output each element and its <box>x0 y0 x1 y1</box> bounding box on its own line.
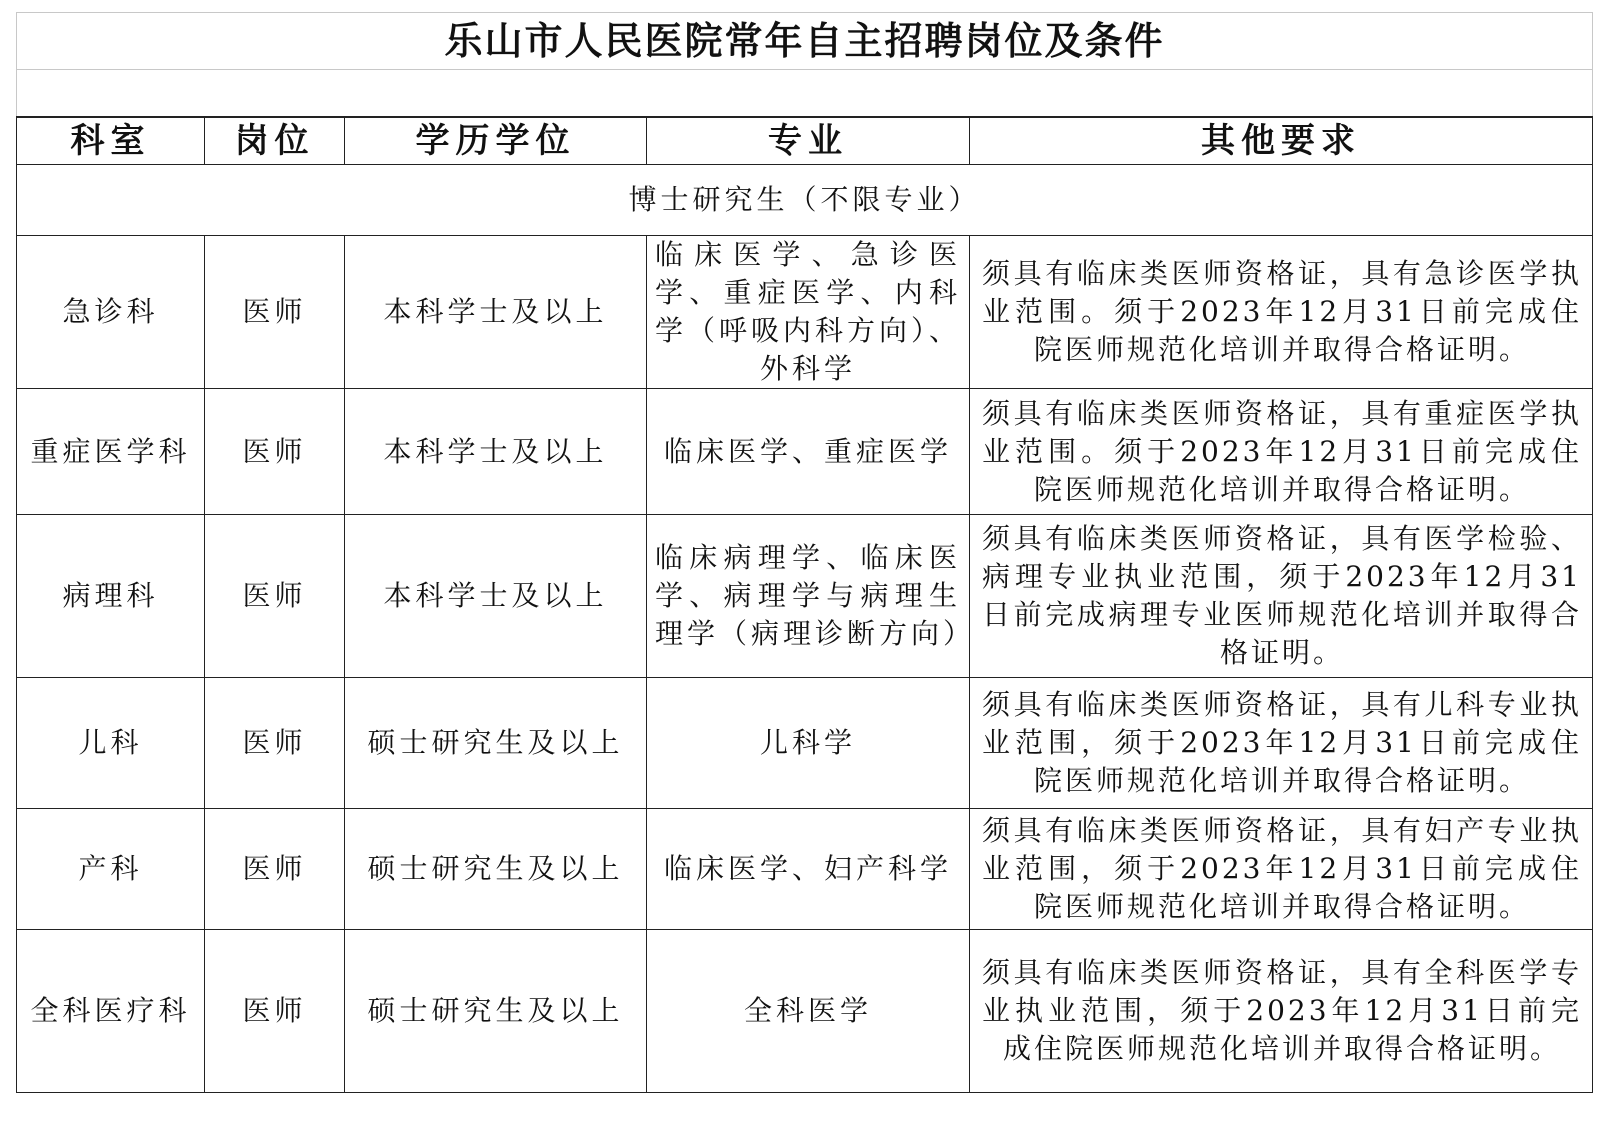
department-cell: 全科医疗科 <box>17 930 205 1093</box>
header-degree: 学历学位 <box>345 117 647 165</box>
post-cell: 医师 <box>205 678 345 809</box>
department-cell: 病理科 <box>17 515 205 678</box>
department-cell: 急诊科 <box>17 236 205 389</box>
table-row <box>17 515 1593 678</box>
table-row <box>17 678 1593 809</box>
department-cell: 儿科 <box>17 678 205 809</box>
table-row <box>17 930 1593 1093</box>
degree-cell: 硕士研究生及以上 <box>345 678 647 809</box>
degree-cell: 硕士研究生及以上 <box>345 809 647 930</box>
major-cell: 临床医学、重症医学 <box>647 389 970 515</box>
requirement-cell: 须具有临床类医师资格证，具有全科医学专业执业范围，须于2023年12月31日前完成住院医师规范化培训并取得合格证明。 <box>970 930 1593 1093</box>
requirement-cell: 须具有临床类医师资格证，具有儿科专业执业范围，须于2023年12月31日前完成住院医师规范化培训并取得合格证明。 <box>970 678 1593 809</box>
department-cell: 产科 <box>17 809 205 930</box>
header-post: 岗位 <box>205 117 345 165</box>
post-cell: 医师 <box>205 236 345 389</box>
table-row <box>17 809 1593 930</box>
header-requirements: 其他要求 <box>970 117 1593 165</box>
major-cell: 全科医学 <box>647 930 970 1093</box>
post-cell: 医师 <box>205 515 345 678</box>
major-cell: 临床病理学、临床医学、病理学与病理生理学（病理诊断方向） <box>647 515 970 678</box>
section-heading: 博士研究生（不限专业） <box>17 165 1593 236</box>
post-cell: 医师 <box>205 930 345 1093</box>
header-row <box>17 117 1593 165</box>
table-row <box>17 236 1593 389</box>
header-major: 专业 <box>647 117 970 165</box>
table-row <box>17 389 1593 515</box>
major-cell: 临床医学、急诊医学、重症医学、内科学（呼吸内科方向）、外科学 <box>647 236 970 389</box>
blank-row <box>17 70 1593 118</box>
degree-cell: 本科学士及以上 <box>345 515 647 678</box>
major-cell: 临床医学、妇产科学 <box>647 809 970 930</box>
department-cell: 重症医学科 <box>17 389 205 515</box>
recruitment-table <box>16 12 1593 1093</box>
post-cell: 医师 <box>205 389 345 515</box>
requirement-cell: 须具有临床类医师资格证，具有医学检验、病理专业执业范围，须于2023年12月31日前完成病理专业医师规范化培训并取得合格证明。 <box>970 515 1593 678</box>
document-title: 乐山市人民医院常年自主招聘岗位及条件 <box>17 13 1593 70</box>
requirement-cell: 须具有临床类医师资格证，具有妇产专业执业范围，须于2023年12月31日前完成住院医师规范化培训并取得合格证明。 <box>970 809 1593 930</box>
degree-cell: 硕士研究生及以上 <box>345 930 647 1093</box>
degree-cell: 本科学士及以上 <box>345 389 647 515</box>
header-department: 科室 <box>17 117 205 165</box>
requirement-cell: 须具有临床类医师资格证，具有重症医学执业范围。须于2023年12月31日前完成住院医师规范化培训并取得合格证明。 <box>970 389 1593 515</box>
post-cell: 医师 <box>205 809 345 930</box>
requirement-cell: 须具有临床类医师资格证，具有急诊医学执业范围。须于2023年12月31日前完成住院医师规范化培训并取得合格证明。 <box>970 236 1593 389</box>
major-cell: 儿科学 <box>647 678 970 809</box>
degree-cell: 本科学士及以上 <box>345 236 647 389</box>
